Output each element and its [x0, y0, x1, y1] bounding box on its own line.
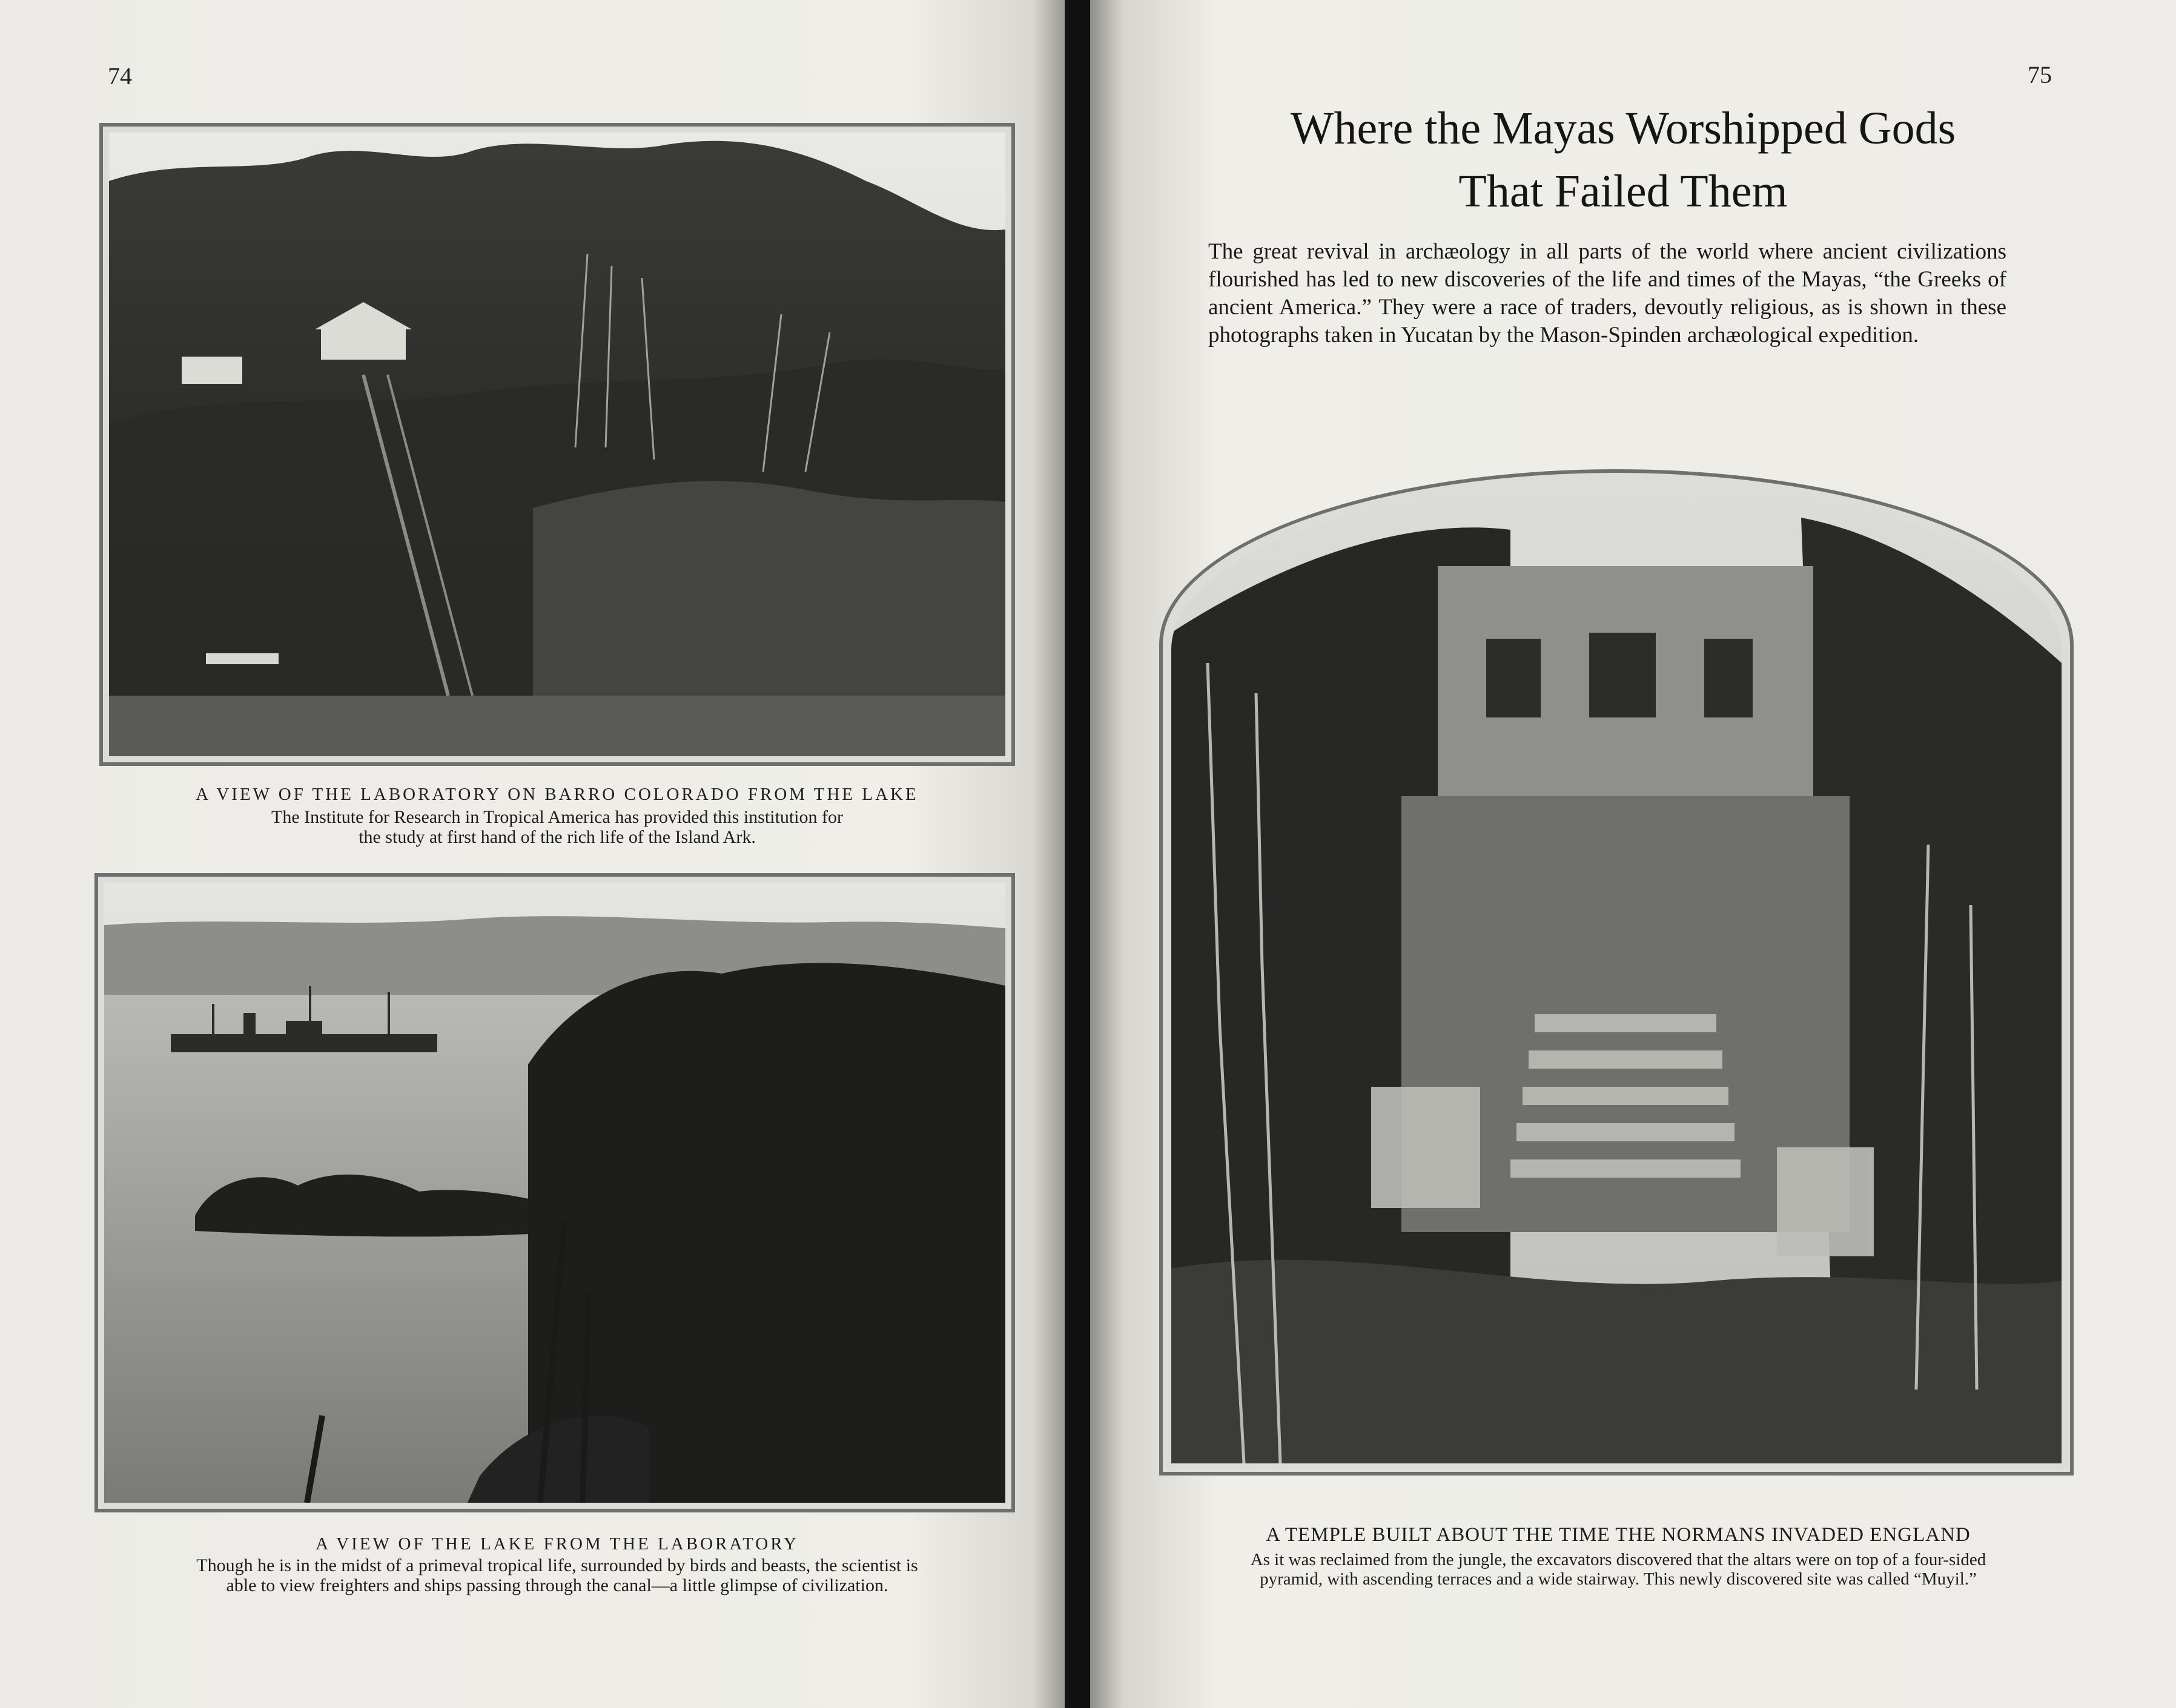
laboratory-caption-title: A VIEW OF THE LABORATORY ON BARRO COLORADO FROM THE LAKE — [196, 785, 919, 804]
temple-caption-title: A TEMPLE BUILT ABOUT THE TIME THE NORMANS INVADED ENGLAND — [1266, 1524, 1971, 1546]
caption-line: pyramid, with ascending terraces and a wide stairway. This newly discovered site was called “Muyil.” — [1260, 1569, 1977, 1589]
laboratory-photo — [109, 133, 1005, 756]
lake-photo — [104, 883, 1005, 1503]
laboratory-caption-body — [109, 807, 1005, 847]
temple-photo-frame — [1159, 469, 2074, 1476]
caption-line: As it was reclaimed from the jungle, the excavators discovered that the altars were on top of a four-sided — [1250, 1550, 1986, 1569]
caption-line: the study at first hand of the rich life of the Island Ark. — [359, 827, 756, 847]
article-title-line: Where the Mayas Worshipped Gods — [1290, 103, 1956, 154]
temple-photo — [1171, 481, 2062, 1463]
lake-caption-body — [103, 1555, 1011, 1595]
temple-caption-body — [1158, 1550, 2078, 1589]
book-gutter — [1065, 0, 1090, 1708]
article-intro: The great revival in archæology in all parts of the world where ancient civilizations flourished has led to new discoveries of the life and times of the Mayas, “the Greeks of ancient America.” They were a race of traders, devoutly religious, as is shown in these photographs taken in Yucatan by the Mason-Spinden archæological expedition. — [1208, 239, 2006, 348]
caption-line: Though he is in the midst of a primeval tropical life, surrounded by birds and beasts, the scientist is — [196, 1555, 918, 1575]
laboratory-photo-frame — [99, 123, 1015, 766]
article-title — [1187, 97, 2059, 223]
lake-photo-frame — [94, 873, 1015, 1512]
page-number-right: 75 — [2028, 61, 2052, 88]
page-number-left: 74 — [108, 62, 132, 90]
caption-line: able to view freighters and ships passing through the canal—a little glimpse of civilization. — [226, 1575, 888, 1595]
caption-line: The Institute for Research in Tropical America has provided this institution for — [271, 807, 843, 827]
article-title-line: That Failed Them — [1458, 166, 1788, 217]
lake-caption-title: A VIEW OF THE LAKE FROM THE LABORATORY — [316, 1534, 799, 1554]
